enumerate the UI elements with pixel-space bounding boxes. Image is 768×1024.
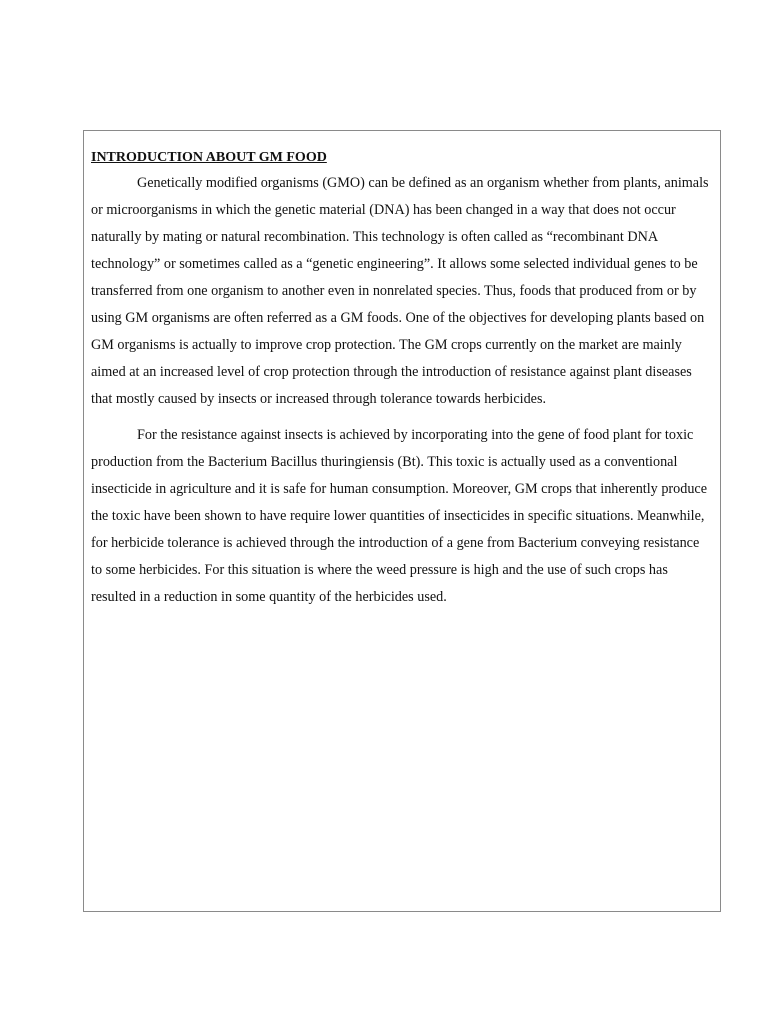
section-heading: INTRODUCTION ABOUT GM FOOD [91, 150, 327, 165]
paragraph-insect-resistance: For the resistance against insects is achieved by incorporating into the gene of food plant for toxic production from the Bacterium Bacillus thuringiensis (Bt). This toxic is actually used as a conventional insecticide in agriculture and it is safe for human consumption. Moreover, GM crops that inherently produce the toxic have been shown to have require lower quantities of insecticides in specific situations. Meanwhile, for herbicide tolerance is achieved through the introduction of a gene from Bacterium conveying resistance to some herbicides. For this situation is where the weed pressure is high and the use of such crops has resulted in a reduction in some quantity of the herbicides used. [91, 427, 708, 605]
document-page-frame [83, 130, 721, 912]
paragraph-gmo-definition: Genetically modified organisms (GMO) can be defined as an organism whether from plants, animals or microorganisms in which the genetic material (DNA) has been changed in a way that does not occur naturally by mating or natural recombination. This technology is often called as “recombinant DNA technology” or sometimes called as a “genetic engineering”. It allows some selected individual genes to be transferred from one organism to another even in nonrelated species. Thus, foods that produced from or by using GM organisms are often referred as a GM foods. One of the objectives for developing plants based on GM organisms is actually to improve crop protection. The GM crops currently on the market are mainly aimed at an increased level of crop protection through the introduction of resistance against plant diseases that mostly caused by insects or increased through tolerance towards herbicides. [91, 175, 709, 407]
document-body [91, 148, 713, 611]
